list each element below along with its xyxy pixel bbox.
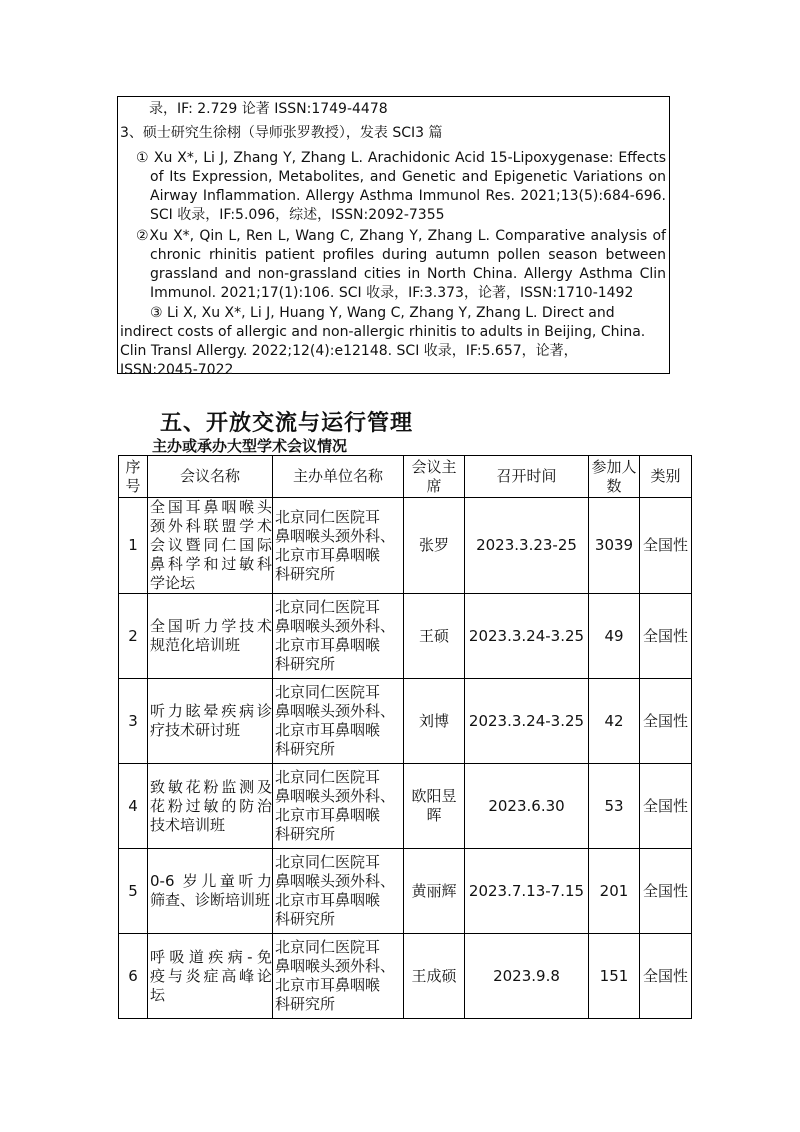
publication-line: ① Xu X*, Li J, Zhang Y, Zhang L. Arachidonic Acid 15-Lipoxygenase: Effects: [136, 150, 666, 166]
table-row: [119, 679, 692, 764]
cell-line: 北京市耳鼻咽喉: [275, 976, 381, 994]
meetings-table: [118, 455, 692, 1019]
cell-no: 2: [119, 594, 148, 679]
cell-line: 疗技术研讨班: [150, 721, 241, 739]
cell-line: 鼻咽喉头颈外科、: [275, 872, 396, 890]
cell-category: 全国性: [640, 498, 692, 594]
cell-time: 2023.6.30: [465, 764, 589, 849]
header-chair: 会议主 席: [404, 456, 465, 498]
cell-time: 2023.3.23-25: [465, 498, 589, 594]
publications-box: [117, 96, 670, 378]
cell-line: 北京市耳鼻咽喉: [275, 806, 381, 824]
publication-line: of Its Expression, Metabolites, and Genetic and Epigenetic Variations on: [150, 169, 666, 185]
cell-line: 坛: [150, 985, 166, 1004]
cell-line: 规范化培训班: [150, 636, 241, 654]
cell-chair: 王成硕: [404, 934, 465, 1019]
cell-line: 北京市耳鼻咽喉: [275, 545, 381, 564]
cell-line: 欧阳昱: [411, 787, 457, 805]
publication-continued-line: 录，IF: 2.729 论著 ISSN:1749-4478: [149, 101, 388, 117]
publication-line: SCI 收录，IF:5.096，综述，ISSN:2092-7355: [150, 207, 445, 223]
publication-1: [136, 149, 666, 225]
cell-category: 全国性: [640, 594, 692, 679]
header-meeting-name: 会议名称: [148, 456, 273, 498]
cell-chair: 张罗: [404, 498, 465, 594]
header-organizer: 主办单位名称: [273, 456, 404, 498]
cell-line: 全国耳鼻咽喉头: [150, 498, 272, 516]
table-row: [119, 849, 692, 934]
cell-line: 呼吸道疾病-免: [150, 947, 272, 966]
cell-line: 会议暨同仁国际: [150, 536, 272, 554]
cell-line: 北京同仁医院耳: [275, 598, 381, 616]
cell-line: 鼻咽喉头颈外科、: [275, 617, 396, 635]
cell-category: 全国性: [640, 764, 692, 849]
cell-organizer: [273, 594, 404, 679]
cell-line: 疫与炎症高峰论: [150, 966, 272, 985]
cell-organizer: [273, 764, 404, 849]
cell-category: 全国性: [640, 934, 692, 1019]
cell-attendees: 49: [589, 594, 640, 679]
cell-category: 全国性: [640, 679, 692, 764]
cell-line: 听力眩晕疾病诊: [150, 702, 272, 720]
cell-line: 鼻咽喉头颈外科、: [275, 787, 396, 805]
cell-no: 4: [119, 764, 148, 849]
cell-line: 北京同仁医院耳: [275, 507, 381, 526]
table-header-row: [119, 456, 692, 498]
cell-line: 筛查、诊断培训班: [150, 891, 271, 909]
cell-no: 5: [119, 849, 148, 934]
cell-line: 0-6 岁儿童听力: [150, 872, 272, 890]
publication-line: ISSN:2045-7022: [120, 362, 234, 378]
cell-line: 学论坛: [150, 574, 196, 592]
cell-chair: [404, 764, 465, 849]
cell-organizer: [273, 934, 404, 1019]
student-heading: 3、硕士研究生徐栩（导师张罗教授），发表 SCI3 篇: [120, 125, 443, 141]
cell-line: 鼻咽喉头颈外科、: [275, 957, 396, 975]
cell-no: 3: [119, 679, 148, 764]
cell-line: 科研究所: [275, 655, 336, 673]
publication-3: [120, 304, 650, 380]
publication-2: [136, 227, 666, 303]
publication-line: Airway Inflammation. Allergy Asthma Immunol Res. 2021;13(5):684-696.: [150, 188, 666, 204]
cell-no: 1: [119, 498, 148, 594]
cell-line: 致敏花粉监测及: [150, 777, 272, 796]
cell-meeting-name: [148, 679, 273, 764]
table-subtitle: 主办或承办大型学术会议情况: [152, 437, 348, 455]
table-row: [119, 594, 692, 679]
cell-line: 颈外科联盟学术: [150, 517, 272, 535]
cell-line: 科研究所: [275, 910, 336, 928]
cell-organizer: [273, 849, 404, 934]
cell-time: 2023.3.24-3.25: [465, 679, 589, 764]
publication-line: Immunol. 2021;17(1):106. SCI 收录，IF:3.373，论著，ISSN:1710-1492: [150, 285, 634, 301]
publication-line: grassland and non-grassland cities in North China. Allergy Asthma Clin: [150, 266, 666, 282]
cell-chair: 黄丽辉: [404, 849, 465, 934]
cell-line: 全国听力学技术: [150, 617, 272, 635]
cell-attendees: 3039: [589, 498, 640, 594]
table-row: [119, 934, 692, 1019]
header-no: 序 号: [119, 456, 148, 498]
publication-line: ③ Li X, Xu X*, Li J, Huang Y, Wang C, Zhang Y, Zhang L. Direct and: [150, 305, 615, 321]
cell-line: 花粉过敏的防治: [150, 796, 272, 815]
publication-line: chronic rhinitis patient profiles during autumn pollen season between: [150, 247, 666, 263]
cell-line: 科研究所: [275, 564, 336, 583]
cell-line: 北京同仁医院耳: [275, 768, 381, 786]
publication-line: ②Xu X*, Qin L, Ren L, Wang C, Zhang Y, Zhang L. Comparative analysis of: [136, 228, 666, 244]
header-category: 类别: [640, 456, 692, 498]
cell-meeting-name: [148, 934, 273, 1019]
cell-chair: 刘博: [404, 679, 465, 764]
cell-chair: 王硕: [404, 594, 465, 679]
cell-organizer: [273, 498, 404, 594]
cell-attendees: 53: [589, 764, 640, 849]
cell-attendees: 201: [589, 849, 640, 934]
cell-line: 技术培训班: [150, 815, 226, 834]
header-attendees: 参加人 数: [589, 456, 640, 498]
cell-time: 2023.7.13-7.15: [465, 849, 589, 934]
cell-attendees: 151: [589, 934, 640, 1019]
cell-line: 鼻科学和过敏科: [150, 555, 272, 573]
section-title: 五、开放交流与运行管理: [160, 411, 414, 436]
cell-meeting-name: [148, 594, 273, 679]
cell-time: 2023.3.24-3.25: [465, 594, 589, 679]
cell-line: 科研究所: [275, 995, 336, 1013]
cell-line: 鼻咽喉头颈外科、: [275, 526, 396, 545]
cell-line: 科研究所: [275, 825, 336, 843]
cell-line: 北京同仁医院耳: [275, 853, 381, 871]
cell-no: 6: [119, 934, 148, 1019]
cell-line: 北京市耳鼻咽喉: [275, 636, 381, 654]
header-time: 召开时间: [465, 456, 589, 498]
cell-meeting-name: [148, 849, 273, 934]
cell-line: 北京同仁医院耳: [275, 683, 381, 701]
cell-organizer: [273, 679, 404, 764]
cell-meeting-name: [148, 764, 273, 849]
cell-attendees: 42: [589, 679, 640, 764]
cell-line: 北京市耳鼻咽喉: [275, 721, 381, 739]
cell-line: 晖: [426, 806, 442, 824]
table-row: [119, 764, 692, 849]
cell-category: 全国性: [640, 849, 692, 934]
cell-time: 2023.9.8: [465, 934, 589, 1019]
cell-line: 科研究所: [275, 740, 336, 758]
cell-line: 鼻咽喉头颈外科、: [275, 702, 396, 720]
cell-meeting-name: [148, 498, 273, 594]
publication-line: indirect costs of allergic and non-allergic rhinitis to adults in Beijing, China.: [120, 324, 646, 340]
publication-line: Clin Transl Allergy. 2022;12(4):e12148. SCI 收录，IF:5.657，论著，: [120, 343, 578, 359]
cell-line: 北京同仁医院耳: [275, 938, 381, 956]
table-row: [119, 498, 692, 594]
cell-line: 北京市耳鼻咽喉: [275, 891, 381, 909]
